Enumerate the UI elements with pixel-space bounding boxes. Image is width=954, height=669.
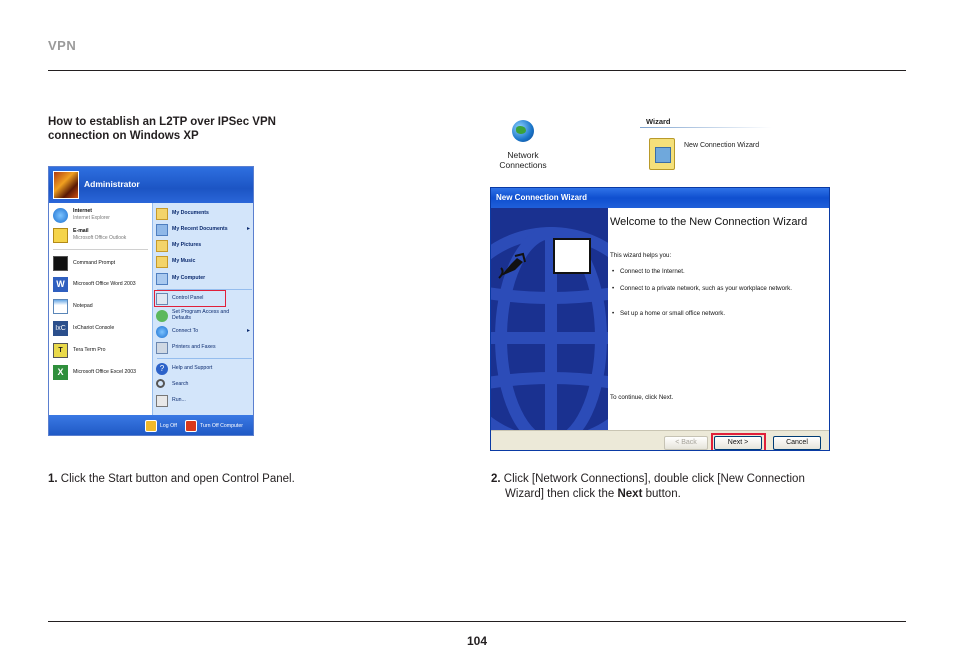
new-connection-wizard-window [490, 187, 830, 451]
start-menu-right-pane [152, 203, 254, 415]
wizard-titlebar [491, 188, 830, 208]
help-icon: ? [156, 363, 168, 375]
step-number: 2. [491, 473, 501, 485]
printer-icon [156, 342, 168, 354]
start-item-search[interactable] [156, 378, 254, 392]
start-item-title: E-mail [73, 228, 89, 234]
start-item-email[interactable] [53, 227, 151, 245]
start-item-my-computer[interactable] [156, 272, 254, 286]
start-item-label: Help and Support [172, 365, 213, 371]
start-item-label: My Pictures [172, 242, 202, 248]
wizard-title: New Connection Wizard [496, 193, 588, 202]
new-connection-wizard-label[interactable]: New Connection Wizard [684, 142, 760, 149]
wizard-folder-title: Wizard [646, 117, 671, 126]
user-avatar [53, 171, 79, 199]
start-item-label: My Music [172, 258, 196, 264]
wizard-bullet: • Set up a home or small office network. [612, 310, 812, 318]
back-button[interactable]: < Back [664, 436, 708, 450]
start-menu-screenshot [48, 166, 254, 436]
network-connections-shortcut[interactable] [496, 118, 556, 178]
start-item-internet[interactable] [53, 207, 151, 225]
start-item-tera-term[interactable] [53, 342, 151, 360]
user-name: Administrator [84, 179, 140, 189]
start-item-label: My Recent Documents [172, 226, 228, 232]
recent-documents-icon [156, 224, 168, 236]
turn-off-label: Turn Off Computer [200, 423, 243, 429]
word-icon: W [53, 277, 68, 292]
cancel-button[interactable]: Cancel [773, 436, 821, 450]
instruction-heading: How to establish an L2TP over IPSec VPN connection on Windows XP [48, 116, 276, 142]
pictures-icon [156, 240, 168, 252]
search-icon [156, 379, 165, 388]
start-item-label: Run... [172, 397, 186, 403]
start-item-printers-and-faxes[interactable] [156, 341, 254, 355]
tera-term-icon: T [53, 343, 68, 358]
submenu-arrow-icon: ▸ [246, 328, 250, 334]
start-item-label: My Computer [172, 275, 206, 281]
start-item-my-music[interactable] [156, 255, 254, 269]
new-connection-wizard-icon[interactable] [649, 138, 675, 170]
start-item-label: Set Program Access and Defaults [172, 309, 230, 321]
start-item-subtitle: Internet Explorer [73, 215, 110, 221]
start-item-label: Microsoft Office Word 2003 [73, 281, 136, 287]
start-item-help-and-support[interactable] [156, 362, 254, 376]
notepad-icon [53, 299, 68, 314]
start-item-label: Search [172, 381, 189, 387]
wizard-intro: This wizard helps you: [610, 252, 672, 259]
start-item-label: IxChariot Console [73, 325, 115, 331]
email-icon [53, 228, 68, 243]
wizard-bullet: • Connect to the Internet. [612, 268, 812, 276]
start-item-label: Tera Term Pro [73, 347, 106, 353]
start-item-label: Control Panel [172, 295, 204, 301]
start-item-excel[interactable] [53, 364, 151, 382]
page-number: 104 [466, 634, 488, 648]
control-panel-highlight [154, 290, 226, 307]
start-item-label: Microsoft Office Excel 2003 [73, 369, 137, 375]
step-number: 1. [48, 473, 58, 485]
start-item-word[interactable] [53, 276, 151, 294]
section-title: VPN [48, 38, 77, 53]
start-item-subtitle: Microsoft Office Outlook [73, 235, 127, 241]
start-menu-header [49, 167, 254, 203]
wizard-logo-icon [553, 238, 591, 274]
next-button-highlight [711, 433, 766, 451]
start-menu-footer [49, 415, 254, 436]
network-cable-icon [495, 250, 529, 282]
wizard-folder-divider [640, 127, 772, 128]
start-menu-separator [53, 249, 148, 250]
step-text: Click the Start button and open Control Panel. [60, 473, 295, 485]
next-button[interactable]: Next > [714, 436, 762, 450]
step-emphasis: Next [617, 488, 643, 500]
wizard-continue-text: To continue, click Next. [610, 394, 674, 401]
step-text-end: button. [642, 488, 681, 500]
start-item-run[interactable] [156, 394, 254, 408]
start-item-connect-to[interactable] [156, 325, 254, 339]
start-item-label: Notepad [73, 303, 93, 309]
step-text: Click [Network Connections], double click [New Connection Wizard] then click the [503, 473, 805, 500]
top-rule [48, 70, 906, 71]
wizard-heading: Welcome to the New Connection Wizard [610, 216, 808, 228]
run-icon [156, 395, 168, 407]
submenu-arrow-icon: ▸ [246, 226, 250, 232]
network-connections-label: Network Connections [499, 150, 547, 170]
wizard-bullet: • Connect to a private network, such as your workplace network. [612, 285, 802, 293]
start-item-title: Internet [73, 208, 93, 214]
start-item-my-pictures[interactable] [156, 239, 254, 253]
wizard-content [608, 208, 830, 430]
network-globe-icon [512, 120, 534, 142]
log-off-label: Log Off [160, 423, 177, 429]
ixchariot-icon: IxC [53, 321, 68, 336]
music-icon [156, 256, 168, 268]
key-icon [145, 420, 157, 432]
bottom-rule [48, 621, 906, 622]
internet-explorer-icon [53, 208, 68, 223]
start-menu-separator [157, 358, 252, 359]
start-item-notepad[interactable] [53, 298, 151, 316]
folder-icon [156, 208, 168, 220]
start-menu-left-pane [49, 203, 152, 415]
start-item-command-prompt[interactable] [53, 255, 151, 273]
start-item-set-program-access[interactable] [156, 309, 254, 325]
step-2 [491, 472, 811, 502]
power-icon [185, 420, 197, 432]
program-access-icon [156, 310, 168, 322]
start-item-label: Printers and Faxes [172, 344, 216, 350]
wizard-button-bar [491, 430, 830, 451]
start-item-my-documents[interactable] [156, 207, 254, 221]
wizard-side-panel [491, 208, 608, 430]
start-item-label: Connect To [172, 328, 199, 334]
network-icon [156, 326, 168, 338]
excel-icon: X [53, 365, 68, 380]
step-1 [48, 472, 428, 487]
start-item-my-recent-documents[interactable] [156, 223, 254, 237]
start-item-label: Command Prompt [73, 260, 116, 266]
start-item-ixchariot[interactable] [53, 320, 151, 338]
computer-icon [156, 273, 168, 285]
start-item-label: My Documents [172, 210, 209, 216]
command-prompt-icon [53, 256, 68, 271]
